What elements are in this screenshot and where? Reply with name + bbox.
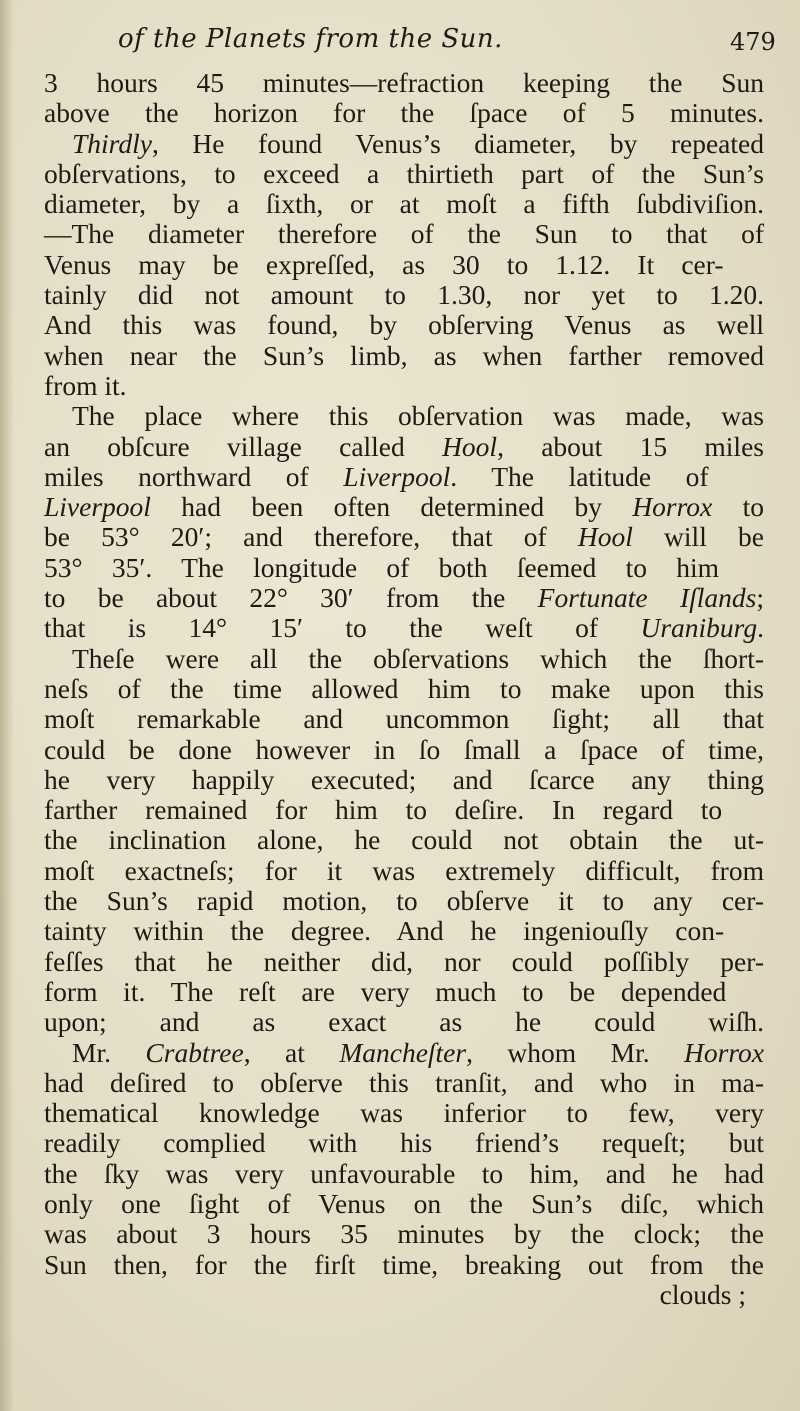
text-segment: the Sun’s rapid motion, to obſerve it to any cer-	[44, 885, 764, 917]
text-segment: when near the Sun’s limb, as when farther removed	[44, 339, 764, 371]
text-segment: to	[712, 491, 764, 523]
text-line	[44, 947, 764, 977]
text-line	[44, 1250, 764, 1280]
text-line	[44, 674, 764, 704]
text-segment: . The latitude of	[450, 460, 709, 492]
text-segment: Sun then, for the firſt time, breaking out from the	[44, 1248, 764, 1280]
text-line	[44, 371, 764, 401]
italic-text: Horrox	[684, 1036, 764, 1068]
page-gutter-shadow	[0, 0, 14, 1411]
text-line	[44, 1189, 764, 1219]
text-segment: The place where this obſervation was made, was	[72, 400, 764, 432]
text-segment: —The diameter therefore of the Sun to that of	[44, 218, 764, 250]
italic-text: Fortunate Iſlands	[537, 582, 757, 614]
text-segment: feſſes that he neither did, nor could poſſibly per-	[44, 945, 764, 977]
text-segment: the inclination alone, he could not obtain the ut-	[44, 824, 764, 856]
page-number: 479	[730, 28, 776, 56]
body-text	[44, 68, 764, 1310]
text-segment: , He found Venus’s diameter, by repeated	[151, 127, 764, 159]
text-segment: he very happily executed; and ſcarce any thing	[44, 763, 764, 795]
text-line	[44, 129, 764, 159]
text-segment: neſs of the time allowed him to make upon this	[44, 672, 764, 704]
text-segment: had been often determined by	[150, 491, 633, 523]
text-line	[44, 825, 764, 855]
text-segment: ;	[756, 582, 764, 614]
italic-text: Liverpool	[343, 460, 451, 492]
italic-text: Mancheſter	[339, 1036, 467, 1068]
text-line	[44, 1128, 764, 1158]
text-line	[44, 886, 764, 916]
text-line	[44, 492, 764, 522]
text-line	[44, 522, 764, 552]
text-segment: .	[757, 612, 764, 644]
text-line	[44, 704, 764, 734]
text-line	[44, 280, 764, 310]
text-segment: tainty within the degree. And he ingeniouſly con-	[44, 915, 725, 947]
text-segment: an obſcure village called	[44, 430, 443, 462]
text-line	[44, 1038, 764, 1068]
text-line	[44, 98, 764, 128]
text-line	[44, 250, 764, 280]
text-line	[44, 1007, 764, 1037]
italic-text: Thirdly	[72, 127, 152, 159]
text-segment: that is 14° 15′ to the weſt of	[44, 612, 641, 644]
text-line	[44, 462, 764, 492]
text-segment: obſervations, to exceed a thirtieth part of the Sun’s	[44, 157, 764, 189]
italic-text: Liverpool	[44, 491, 151, 523]
text-line	[44, 735, 764, 765]
italic-text: Uraniburg	[640, 612, 758, 644]
text-segment: above the horizon for the ſpace of 5 minutes.	[44, 97, 764, 129]
text-line	[44, 765, 764, 795]
text-segment: upon; and as exact as he could wiſh.	[44, 1006, 764, 1038]
text-segment: form it. The reſt are very much to be depended	[44, 975, 727, 1007]
text-segment: Mr.	[72, 1036, 146, 1068]
text-segment: had deſired to obſerve this tranſit, and who in ma-	[44, 1066, 764, 1098]
text-line	[44, 1219, 764, 1249]
text-line	[44, 977, 764, 1007]
text-segment: could be done however in ſo ſmall a ſpace of time,	[44, 733, 764, 765]
text-segment: the ſky was very unfavourable to him, and he had	[44, 1157, 764, 1189]
text-segment: diameter, by a ſixth, or at moſt a fifth ſubdiviſion.	[44, 188, 764, 220]
text-segment: , whom Mr.	[466, 1036, 685, 1068]
text-segment: Venus may be expreſſed, as 30 to 1.12. It cer-	[44, 248, 724, 280]
text-segment: , at	[243, 1036, 340, 1068]
text-line	[44, 613, 764, 643]
running-head: of the Planets from the Sun.	[118, 24, 503, 54]
text-line	[44, 856, 764, 886]
text-segment: readily complied with his friend’s requeſt; but	[44, 1127, 764, 1159]
text-line	[44, 1098, 764, 1128]
text-line	[44, 219, 764, 249]
text-line	[44, 310, 764, 340]
italic-text: Crabtree	[145, 1036, 244, 1068]
text-segment: And this was found, by obſerving Venus as well	[44, 309, 764, 341]
text-segment: moſt remarkable and uncommon ſight; all that	[44, 703, 764, 735]
text-line	[44, 644, 764, 674]
text-line	[44, 1068, 764, 1098]
text-line	[44, 401, 764, 431]
text-line	[44, 553, 764, 583]
text-segment: to be about 22° 30′ from the	[44, 582, 538, 614]
text-segment: , about 15 miles	[497, 430, 764, 462]
text-line	[44, 432, 764, 462]
text-segment: 3 hours 45 minutes—refraction keeping the Sun	[44, 67, 764, 98]
text-line	[44, 916, 764, 946]
text-line	[44, 189, 764, 219]
text-line	[44, 1159, 764, 1189]
text-segment: farther remained for him to deſire. In regard to	[44, 794, 723, 826]
text-segment: was about 3 hours 35 minutes by the clock; the	[44, 1218, 764, 1250]
text-segment: from it.	[44, 369, 127, 401]
italic-text: Hool	[577, 521, 633, 553]
text-segment: Theſe were all the obſervations which the ſhort-	[72, 642, 764, 674]
text-segment: will be	[632, 521, 764, 553]
text-segment: moſt exactneſs; for it was extremely difficult, from	[44, 854, 764, 886]
text-line	[44, 341, 764, 371]
text-segment: only one ſight of Venus on the Sun’s diſc, which	[44, 1187, 764, 1219]
italic-text: Hool	[442, 430, 498, 462]
text-line	[44, 68, 764, 98]
text-line	[44, 583, 764, 613]
text-segment: thematical knowledge was inferior to few, very	[44, 1097, 764, 1129]
text-line	[44, 795, 764, 825]
catchword: clouds ;	[659, 1278, 746, 1310]
page-header	[0, 16, 800, 64]
text-line	[44, 159, 764, 189]
text-segment: 53° 35′. The longitude of both ſeemed to him	[44, 551, 720, 583]
text-segment: be 53° 20′; and therefore, that of	[44, 521, 578, 553]
italic-text: Horrox	[632, 491, 713, 523]
text-segment: tainly did not amount to 1.30, nor yet to 1.20.	[44, 279, 764, 311]
text-segment: miles northward of	[44, 460, 344, 492]
